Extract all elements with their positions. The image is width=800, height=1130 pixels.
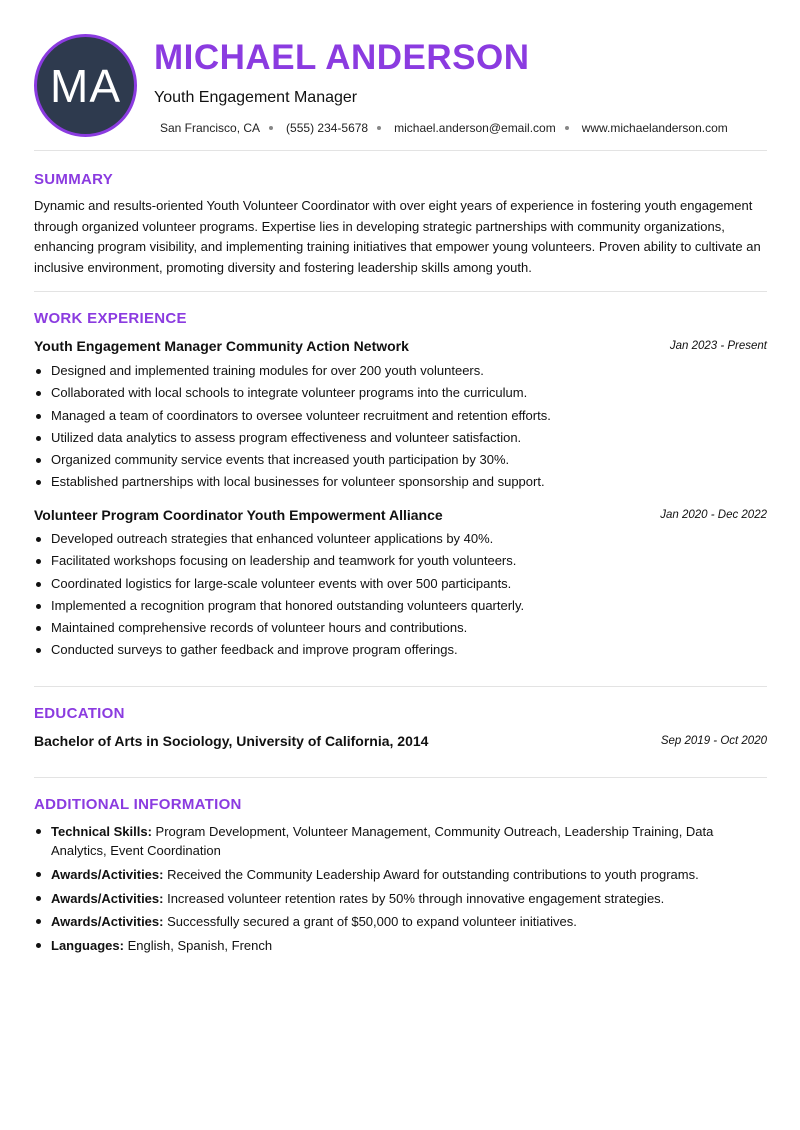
item-label: Awards/Activities: (51, 867, 164, 882)
contact-phone: (555) 234-5678 (286, 121, 369, 135)
avatar-initials: MA (50, 59, 121, 112)
section-divider (34, 777, 767, 778)
education-degree: Bachelor of Arts in Sociology, University of California, 2014 (34, 733, 429, 749)
list-item: Designed and implemented training modules for over 200 youth volunteers. (51, 362, 767, 384)
item-text: Increased volunteer retention rates by 50% through innovative engagement strategies. (163, 890, 665, 906)
item-label: Technical Skills: (51, 824, 152, 839)
contact-line (160, 121, 728, 135)
list-item: Managed a team of coordinators to oversee volunteer recruitment and retention efforts. (51, 407, 767, 429)
candidate-title: Youth Engagement Manager (154, 89, 358, 106)
item-text: Received the Community Leadership Award for outstanding contributions to youth programs. (163, 867, 699, 882)
section-divider (34, 686, 767, 687)
list-item (51, 889, 767, 908)
separator-dot-icon (269, 126, 273, 130)
list-item: Facilitated workshops focusing on leadership and teamwork for youth volunteers. (51, 552, 767, 574)
job-header (34, 338, 767, 356)
resume-header (0, 0, 800, 150)
job-bullets (51, 530, 767, 664)
section-divider (34, 291, 767, 292)
contact-location: San Francisco, CA (160, 121, 261, 135)
section-divider (34, 150, 767, 151)
job-header (34, 507, 767, 525)
candidate-name: MICHAEL ANDERSON (154, 38, 530, 77)
avatar (34, 34, 137, 137)
job-dates: Jan 2023 - Present (669, 340, 767, 352)
list-item: Maintained comprehensive records of volunteer hours and contributions. (51, 619, 767, 641)
contact-email[interactable]: michael.anderson@email.com (394, 121, 556, 135)
job-dates: Jan 2020 - Dec 2022 (660, 509, 767, 521)
item-text: Program Development, Volunteer Management, Community Outreach, Leadership Training, Data Analytics, Event Coordination (51, 824, 714, 858)
list-item: Utilized data analytics to assess program effectiveness and volunteer satisfaction. (51, 429, 767, 451)
item-label: Languages: (51, 937, 124, 953)
list-item: Developed outreach strategies that enhanced volunteer applications by 40%. (51, 530, 767, 552)
job-role: Youth Engagement Manager Community Action Network (34, 338, 409, 354)
additional-list (51, 822, 767, 959)
education-heading: EDUCATION (34, 705, 125, 722)
job-bullets (51, 362, 767, 496)
additional-heading: ADDITIONAL INFORMATION (34, 796, 242, 813)
summary-text: Dynamic and results-oriented Youth Volunteer Coordinator with over eight years of experience in fostering youth engagement through organized volunteer programs. Expertise lies in developing strategic partnerships with community organizations, enhancing program visibility, and implementing training initiatives that empower young volunteers. Proven ability to cultivate an inclusive environment, promoting diversity and fostering leadership skills among youth. (34, 198, 761, 275)
summary-heading: SUMMARY (34, 171, 114, 188)
item-text: Successfully secured a grant of $50,000 to expand volunteer initiatives. (163, 914, 577, 929)
education-dates: Sep 2019 - Oct 2020 (660, 735, 767, 747)
list-item (51, 936, 767, 955)
separator-dot-icon (377, 126, 381, 130)
contact-website[interactable]: www.michaelanderson.com (581, 121, 728, 135)
list-item (51, 865, 767, 884)
item-label: Awards/Activities: (51, 914, 164, 929)
item-text: English, Spanish, French (123, 937, 273, 953)
item-label: Awards/Activities: (51, 890, 164, 906)
list-item: Collaborated with local schools to integrate volunteer programs into the curriculum. (51, 384, 767, 406)
separator-dot-icon (565, 126, 569, 130)
list-item: Established partnerships with local businesses for volunteer sponsorship and support. (51, 473, 767, 495)
list-item: Conducted surveys to gather feedback and improve program offerings. (51, 641, 767, 663)
list-item: Organized community service events that increased youth participation by 30%. (51, 451, 767, 473)
list-item (51, 912, 767, 931)
experience-heading: WORK EXPERIENCE (34, 310, 187, 327)
list-item (51, 822, 767, 860)
list-item: Coordinated logistics for large-scale volunteer events with over 500 participants. (51, 575, 767, 597)
list-item: Implemented a recognition program that honored outstanding volunteers quarterly. (51, 597, 767, 619)
job-role: Volunteer Program Coordinator Youth Empowerment Alliance (34, 507, 443, 523)
